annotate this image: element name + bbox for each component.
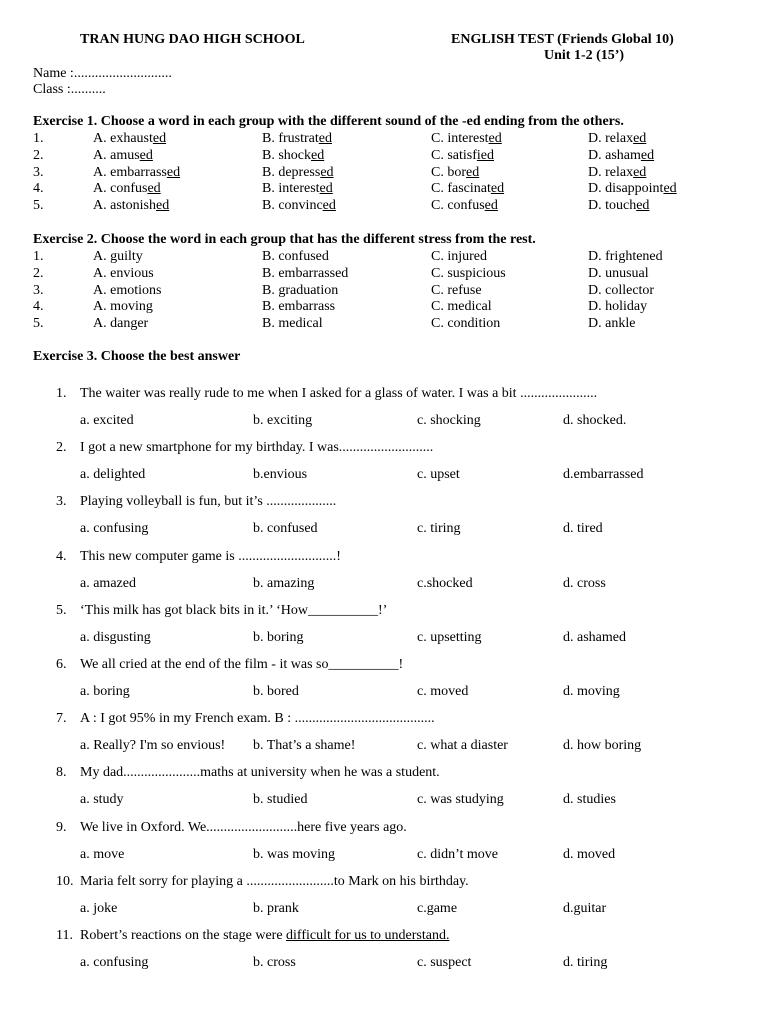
ex1-item-number: 1.: [33, 131, 44, 146]
question-text: Playing volleyball is fun, but it’s ....................: [80, 494, 337, 510]
answer-option: c. moved: [417, 684, 469, 699]
answer-option: c. didn’t move: [417, 846, 499, 862]
name-field-label: Name :............................: [33, 66, 172, 81]
answer-option: d. shocked.: [563, 413, 627, 428]
ex1-underlined-ending: ed: [663, 181, 677, 197]
ex1-option: B. shocked: [262, 147, 325, 163]
question-text: We live in Oxford. We..........................here five years ago.: [80, 819, 407, 835]
answer-option: d. studies: [563, 792, 616, 808]
answer-option: c.game: [417, 900, 458, 916]
ex2-option: A. emotions: [93, 282, 162, 298]
answer-option: b. That’s a shame!: [253, 738, 356, 754]
answer-option: d.embarrassed: [563, 467, 644, 483]
ex2-item-number: 3.: [33, 282, 44, 298]
ex2-option: D. unusual: [588, 265, 649, 281]
answer-options: [0, 520, 768, 538]
exercise3-title: Exercise 3. Choose the best answer: [33, 349, 241, 364]
question-stem: [0, 927, 768, 945]
answer-option: c.shocked: [417, 575, 473, 591]
ex2-option: C. refuse: [431, 282, 482, 298]
question-stem: [0, 873, 768, 891]
answer-option: a. amazed: [80, 575, 136, 591]
ex1-underlined-ending: ed: [484, 198, 498, 214]
ex1-underlined-ending: ed: [488, 131, 502, 146]
question-underlined-phrase: difficult for us to understand.: [286, 928, 450, 943]
answer-option: a. boring: [80, 684, 130, 699]
answer-option: b. boring: [253, 629, 304, 645]
ex1-underlined-ending: ed: [318, 131, 332, 146]
school-name: TRAN HUNG DAO HIGH SCHOOL: [80, 32, 305, 47]
answer-option: c. shocking: [417, 413, 481, 428]
ex1-underlined-ending: ed: [466, 164, 480, 180]
answer-option: b. bored: [253, 684, 299, 699]
ex1-row: [0, 147, 768, 164]
answer-option: b.envious: [253, 467, 308, 483]
answer-options: [0, 466, 768, 484]
question-number: 4.: [56, 548, 67, 564]
answer-option: c. upsetting: [417, 629, 482, 645]
ex1-underlined-ending: ed: [152, 131, 167, 146]
answer-option: b. prank: [253, 900, 299, 916]
question-stem: [0, 439, 768, 457]
answer-options: [0, 737, 768, 755]
ex1-underlined-ending: ed: [633, 131, 647, 146]
ex2-option: B. medical: [262, 316, 323, 332]
ex1-option: D. ashamed: [588, 147, 655, 163]
ex1-underlined-ending: ed: [147, 181, 161, 197]
answer-option: b. studied: [253, 792, 308, 808]
ex1-underlined-ending: ed: [640, 147, 655, 163]
ex1-row: [0, 130, 768, 147]
question-text: A : I got 95% in my French exam. B : ........................................: [80, 711, 435, 727]
ex2-option: B. embarrass: [262, 299, 336, 315]
ex2-row: [0, 265, 768, 282]
answer-option: d. how boring: [563, 738, 642, 754]
answer-options: [0, 629, 768, 647]
ex2-item-number: 4.: [33, 299, 44, 315]
ex2-row: [0, 315, 768, 332]
answer-options: [0, 412, 768, 430]
test-unit: Unit 1-2 (15’): [544, 48, 625, 63]
question-stem: [0, 710, 768, 728]
answer-option: b. confused: [253, 521, 318, 537]
ex2-option: C. suspicious: [431, 265, 506, 281]
ex2-option: D. frightened: [588, 249, 663, 264]
ex1-item-number: 3.: [33, 164, 44, 180]
answer-option: d.guitar: [563, 900, 607, 916]
ex1-underlined-ending: ied: [476, 147, 494, 163]
answer-option: b. was moving: [253, 846, 336, 862]
question-stem: [0, 764, 768, 782]
ex1-option: A. astonished: [93, 198, 170, 214]
ex2-option: B. confused: [262, 249, 329, 264]
ex2-item-number: 1.: [33, 249, 44, 264]
answer-option: d. cross: [563, 575, 606, 591]
question-text: The waiter was really rude to me when I asked for a glass of water. I was a bit ......................: [80, 386, 598, 401]
ex1-underlined-ending: ed: [319, 181, 333, 197]
question-number: 10.: [56, 873, 74, 889]
ex1-option: C. fascinated: [431, 181, 505, 197]
question-stem: [0, 656, 768, 674]
question-stem: [0, 819, 768, 837]
ex2-option: C. condition: [431, 316, 501, 332]
answer-option: d. moving: [563, 684, 620, 699]
answer-option: a. excited: [80, 413, 134, 428]
answer-option: d. ashamed: [563, 629, 626, 645]
answer-option: c. suspect: [417, 955, 472, 970]
answer-option: c. upset: [417, 467, 460, 483]
ex1-option: C. interested: [431, 131, 502, 146]
ex2-item-number: 2.: [33, 265, 44, 281]
ex1-option: B. interested: [262, 181, 333, 197]
question-number: 1.: [56, 386, 67, 401]
question-stem: [0, 493, 768, 511]
ex2-option: D. holiday: [588, 299, 648, 315]
ex2-item-number: 5.: [33, 316, 44, 332]
question-number: 8.: [56, 765, 67, 781]
ex1-option: B. depressed: [262, 164, 334, 180]
ex1-underlined-ending: ed: [139, 147, 153, 163]
answer-option: b. amazing: [253, 575, 315, 591]
answer-option: d. moved: [563, 846, 616, 862]
question-text: This new computer game is ............................!: [80, 548, 341, 564]
ex1-option: D. relaxed: [588, 131, 647, 146]
ex2-option: A. danger: [93, 316, 149, 332]
ex1-underlined-ending: ed: [311, 147, 325, 163]
ex2-option: B. graduation: [262, 282, 339, 298]
ex2-row: [0, 282, 768, 299]
ex2-row: [0, 298, 768, 315]
ex1-option: D. touched: [588, 198, 650, 214]
answer-option: a. confusing: [80, 955, 149, 970]
ex1-underlined-ending: ed: [156, 198, 170, 214]
answer-options: [0, 575, 768, 593]
question-number: 6.: [56, 657, 67, 672]
question-text: Maria felt sorry for playing a .........................to Mark on his birthday.: [80, 873, 469, 889]
answer-option: a. confusing: [80, 521, 149, 537]
answer-options: [0, 900, 768, 918]
question-number: 9.: [56, 819, 67, 835]
ex1-option: A. embarrassed: [93, 164, 181, 180]
answer-options: [0, 954, 768, 972]
answer-option: a. delighted: [80, 467, 146, 483]
answer-option: c. tiring: [417, 521, 461, 537]
ex2-row: [0, 248, 768, 265]
answer-option: b. exciting: [253, 413, 313, 428]
ex1-item-number: 2.: [33, 147, 44, 163]
ex1-underlined-ending: ed: [320, 164, 334, 180]
answer-options: [0, 683, 768, 701]
ex1-underlined-ending: ed: [322, 198, 336, 214]
ex1-row: [0, 197, 768, 214]
answer-option: a. move: [80, 846, 125, 862]
answer-option: b. cross: [253, 955, 296, 970]
question-stem: [0, 548, 768, 566]
question-stem: [0, 602, 768, 620]
question-number: 2.: [56, 440, 67, 456]
question-stem: [0, 385, 768, 403]
ex1-option: D. disappointed: [588, 181, 677, 197]
ex1-row: [0, 180, 768, 197]
ex1-item-number: 5.: [33, 198, 44, 214]
ex1-underlined-ending: ed: [490, 181, 505, 197]
answer-option: d. tired: [563, 521, 603, 537]
class-field-label: Class :..........: [33, 82, 106, 97]
exercise1-title: Exercise 1. Choose a word in each group with the different sound of the -ed ending from the others.: [33, 114, 624, 129]
ex2-option: C. injured: [431, 249, 487, 264]
ex2-option: D. collector: [588, 282, 655, 298]
question-text: My dad......................maths at university when he was a student.: [80, 765, 440, 781]
ex1-option: C. satisfied: [431, 147, 494, 163]
ex2-option: A. moving: [93, 299, 153, 315]
question-text: Robert’s reactions on the stage were difficult for us to understand.: [80, 928, 450, 943]
ex2-option: A. envious: [93, 265, 154, 281]
ex2-option: B. embarrassed: [262, 265, 349, 281]
answer-option: a. Really? I'm so envious!: [80, 738, 226, 754]
answer-option: d. tiring: [563, 955, 608, 970]
answer-option: a. study: [80, 792, 124, 808]
answer-options: [0, 791, 768, 809]
question-text: We all cried at the end of the film - it was so__________!: [80, 657, 404, 672]
question-number: 5.: [56, 602, 67, 618]
ex2-option: A. guilty: [93, 249, 143, 264]
question-text: ‘This milk has got black bits in it.’ ‘How__________!’: [80, 602, 388, 618]
ex1-option: A. confused: [93, 181, 161, 197]
ex1-underlined-ending: ed: [636, 198, 650, 214]
ex1-underlined-ending: ed: [633, 164, 647, 180]
question-number: 7.: [56, 711, 67, 727]
ex1-underlined-ending: ed: [166, 164, 181, 180]
ex1-item-number: 4.: [33, 181, 44, 197]
ex1-option: A. amused: [93, 147, 153, 163]
answer-option: c. what a diaster: [417, 738, 508, 754]
answer-option: c. was studying: [417, 792, 504, 808]
answer-option: a. joke: [80, 900, 118, 916]
ex1-option: C. confused: [431, 198, 498, 214]
test-title: ENGLISH TEST (Friends Global 10): [451, 32, 674, 47]
answer-options: [0, 846, 768, 864]
ex1-option: B. convinced: [262, 198, 336, 214]
question-text: I got a new smartphone for my birthday. I was...........................: [80, 440, 434, 456]
question-number: 11.: [56, 928, 73, 943]
ex1-option: B. frustrated: [262, 131, 332, 146]
ex1-option: A. exhausted: [93, 131, 167, 146]
answer-option: a. disgusting: [80, 629, 151, 645]
question-number: 3.: [56, 494, 67, 510]
ex1-option: D. relaxed: [588, 164, 647, 180]
ex2-option: D. ankle: [588, 316, 636, 332]
ex2-option: C. medical: [431, 299, 492, 315]
exercise2-title: Exercise 2. Choose the word in each group that has the different stress from the rest.: [33, 232, 536, 247]
ex1-option: C. bored: [431, 164, 480, 180]
ex1-row: [0, 164, 768, 181]
